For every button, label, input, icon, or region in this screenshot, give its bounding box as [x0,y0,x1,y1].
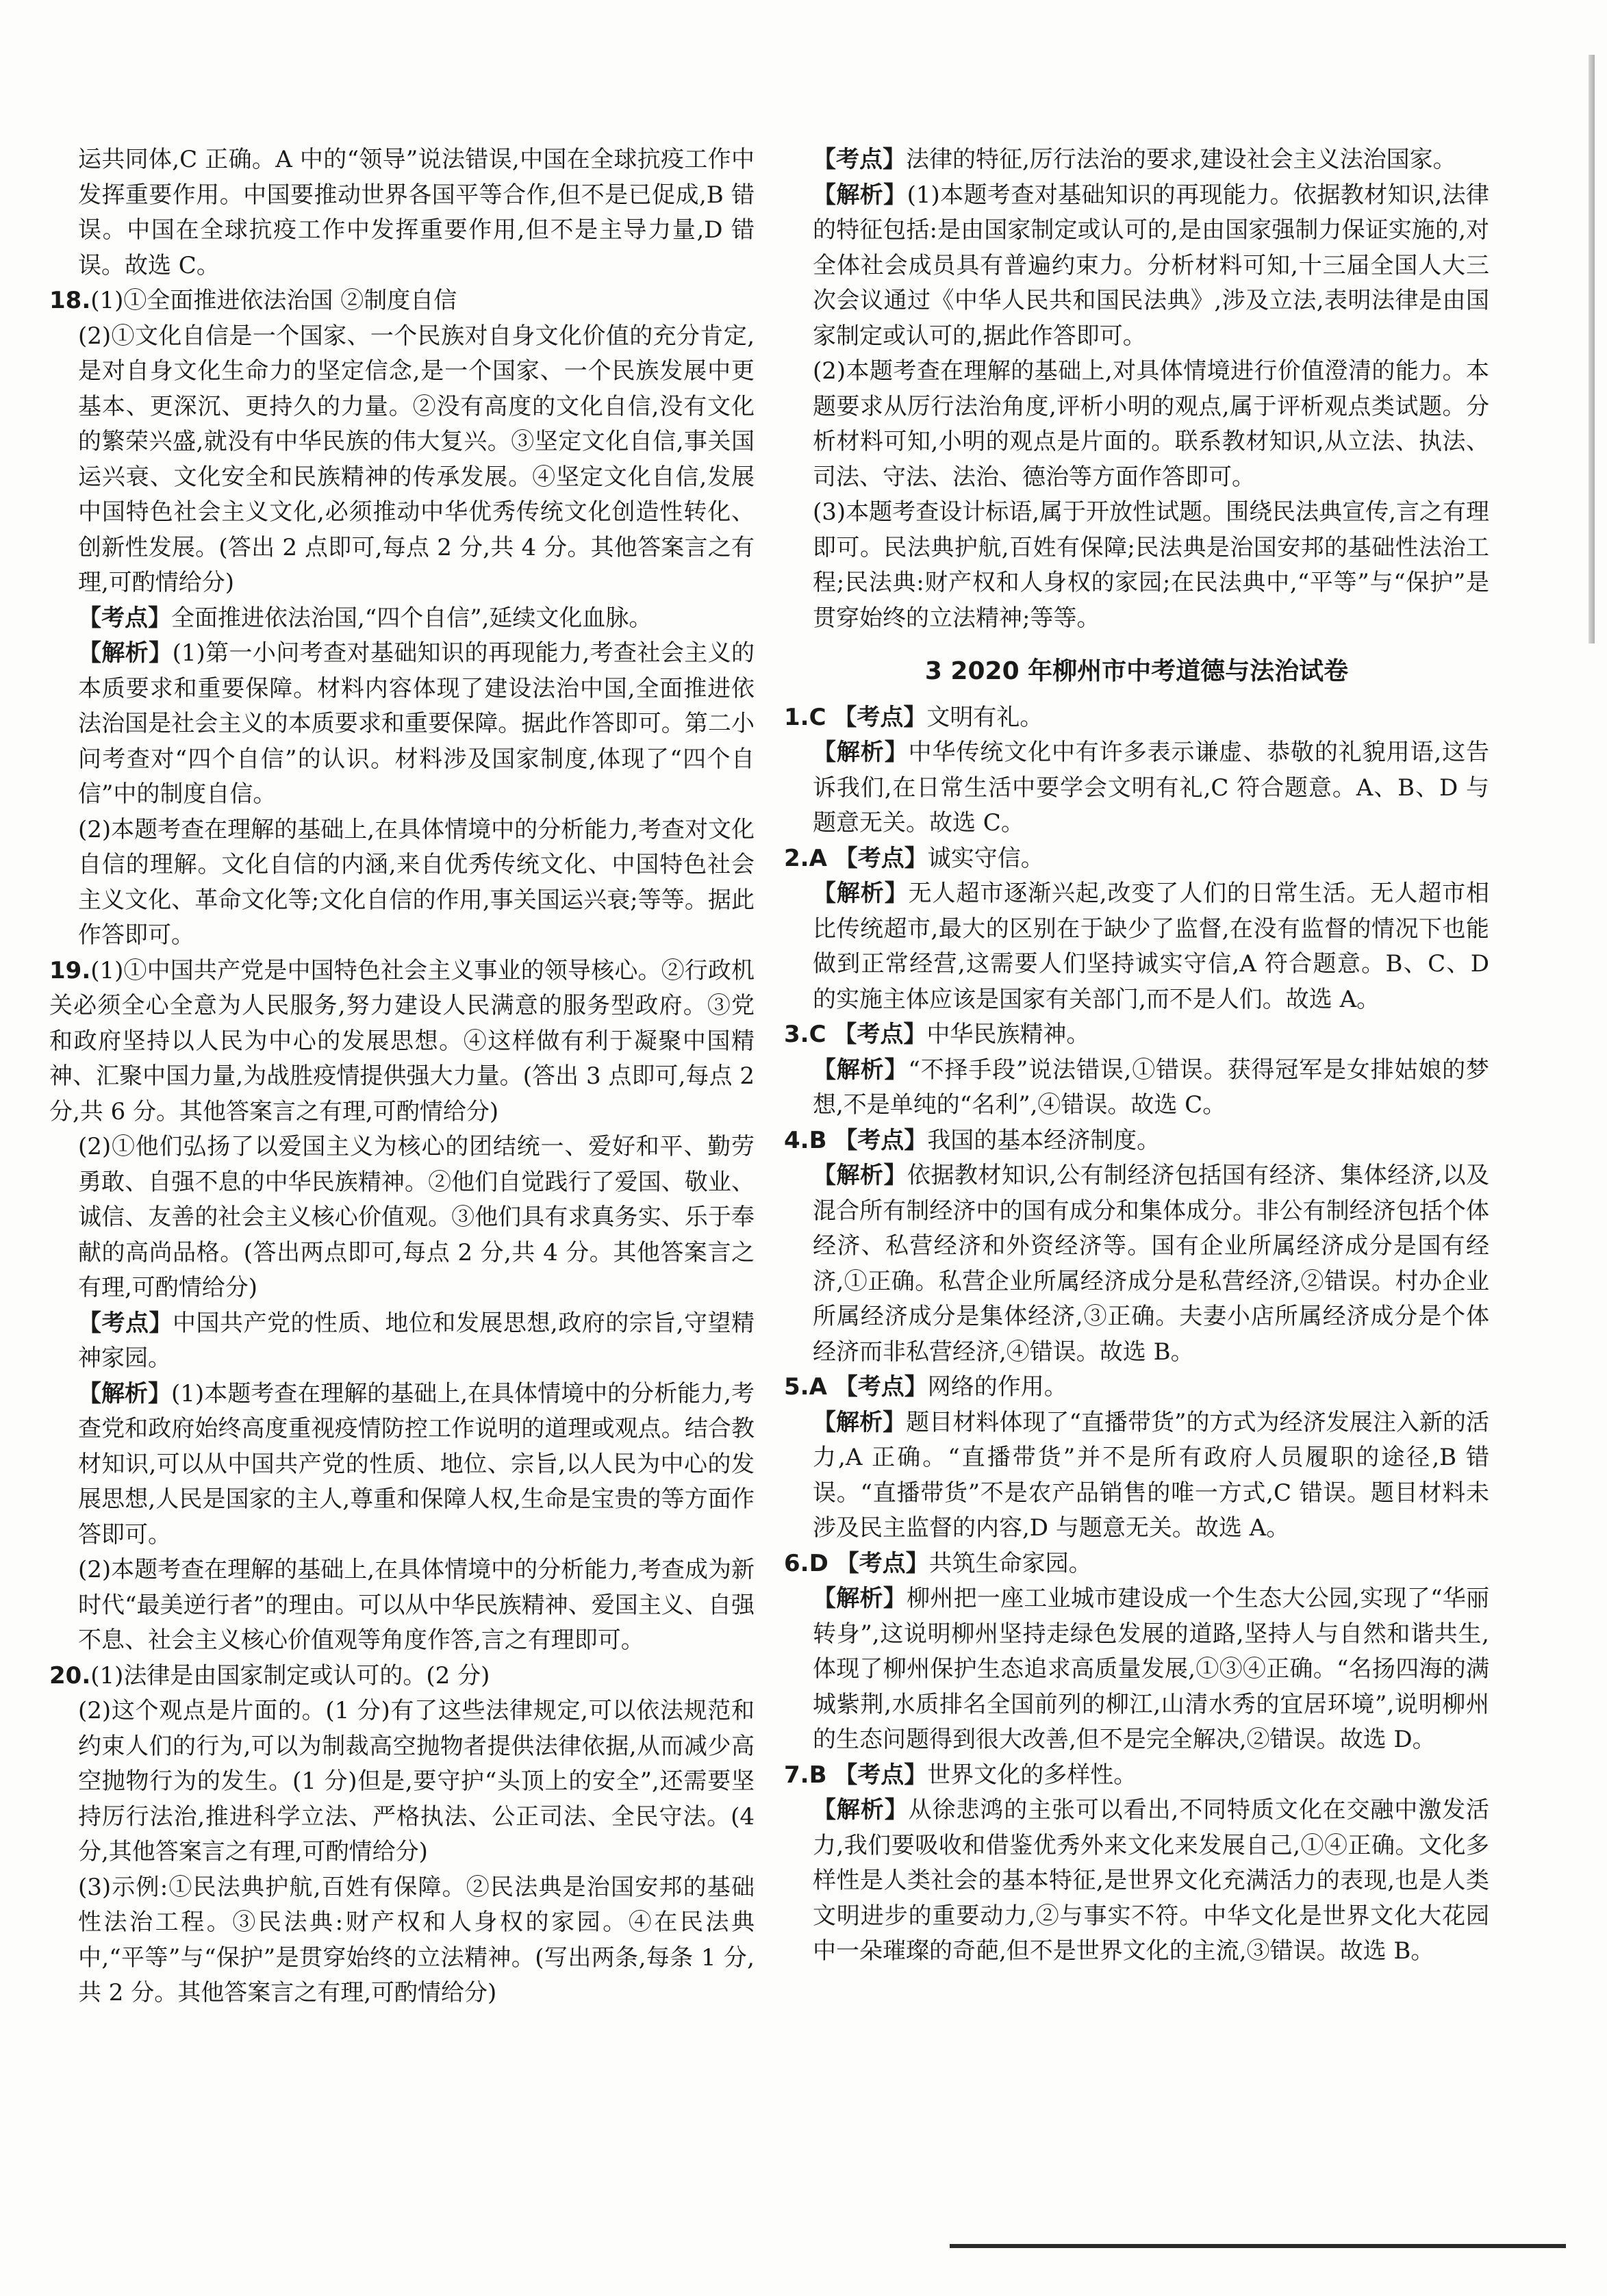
tag-label: 【解析】 [813,1796,909,1824]
paragraph: (3)示例:①民法典护航,百姓有保障。②民法典是治国安邦的基础性法治工程。③民法典:财产权和人身权的家园。④在民法典中,“平等”与“保护”是贯穿始终的立法精神。(写出两条,每条 1 分,共 2 分。其他答案言之有理,可酌情给分) [78,1873,755,2006]
tag-text: 从徐悲鸿的主张可以看出,不同特质文化在交融中激发活力,我们要吸收和借鉴优秀外来文化来发展自己,①④正确。文化多样性是人类社会的基本特征,是世界文化充满活力的表现,也是人类文明进步的重要动力,②与事实不符。中华文化是世界文化大花园中一朵璀璨的奇葩,但不是世界文化的主流,③错误。故选 B。 [813,1796,1490,1965]
tag-label: 【解析】 [813,880,909,907]
left-column [49,142,755,2011]
paragraph: (2)①文化自信是一个国家、一个民族对自身文化价值的充分肯定,是对自身文化生命力的坚定信念,是一个国家、一个民族发展中更基本、更深沉、更持久的力量。②没有高度的文化自信,没有文化的繁荣兴盛,就没有中华民族的伟大复兴。③坚定文化自信,事关国运兴衰、文化安全和民族精神的传承发展。④坚定文化自信,发展中国特色社会主义文化,必须推动中华优秀传统文化创造性转化、创新性发展。(答出 2 点即可,每点 2 分,共 4 分。其他答案言之有理,可酌情给分) [78,322,755,596]
tagged-paragraph [784,1158,1489,1370]
tag-text: (1)本题考查对基础知识的再现能力。依据教材知识,法律的特征包括:是由国家制定或认可的,是由国家强制力保证实施的,对全体社会成员具有普遍约束力。分析材料可知,十三届全国人大三次会议通过《中华人民共和国民法典》,涉及立法,表明法律是由国家制定或认可的,据此作答即可。 [813,181,1490,350]
tag-text: 题目材料体现了“直播带货”的方式为经济发展注入新的活力,A 正确。“直播带货”并不是所有政府人员履职的途径,B 错误。“直播带货”不是农产品销售的唯一方式,C 错误。题目材料未涉及民主监督的内容,D 与题意无关。故选 A。 [813,1408,1489,1542]
tag-text: 网络的作用。 [927,1373,1067,1401]
paragraph: (2)本题考查在理解的基础上,对具体情境进行价值澄清的能力。本题要求从厉行法治角度,评析小明的观点,属于评析观点类试题。分析材料可知,小明的观点是片面的。联系教材知识,从立法、执法、司法、守法、法治、德治等方面作答即可。 [813,357,1489,491]
page-binding-shadow [1589,55,1595,643]
question-number: 5. [784,1373,809,1401]
tag-label: 【解析】 [813,739,909,766]
tag-label: 【解析】 [78,1379,172,1407]
answer-letter: A [809,844,827,872]
paragraph: (2)这个观点是片面的。(1 分)有了这些法律规定,可以依法规范和约束人们的行为,可以为制裁高空抛物者提供法律依据,从而减少高空抛物行为的发生。(1 分)但是,要守护“头顶上的安全”,还需要坚持厉行法治,推进科学立法、严格执法、公正司法、全民守法。(4 分,其他答案言之有理,可酌情给分) [78,1697,755,1865]
right-column [784,142,1489,1969]
question-answer [49,283,755,319]
tag-text: 中国共产党的性质、地位和发展思想,政府的宗旨,守望精神家园。 [78,1309,755,1372]
tagged-paragraph [49,1306,755,1377]
tag-label: 【解析】 [78,639,173,667]
tag-text: 柳州把一座工业城市建设成一个生态大公园,实现了“华丽转身”,这说明柳州坚持走绿色发展的道路,坚持人与自然和谐共生,体现了柳州保护生态追求高质量发展,①③④正确。“名扬四海的满城紫荆,水质排名全国前列的柳江,山清水秀的宜居环境”,说明柳州的生态问题得到很大改善,但不是完全解决,②错误。故选 D。 [813,1585,1489,1753]
question-number: 19. [49,956,91,984]
tag-text: 依据教材知识,公有制经济包括国有经济、集体经济,以及混合所有制经济中的国有成分和集体成分。非公有制经济包括个体经济、私营经济和外资经济等。国有企业所属经济成分是国有经济,①正确。私营企业所属经济成分是私营经济,②错误。村办企业所属经济成分是集体经济,③正确。夫妻小店所属经济成分是个体经济而非私营经济,④错误。故选 B。 [813,1162,1489,1366]
tag-text: 世界文化的多样性。 [927,1761,1137,1789]
tag-text: 诚实守信。 [927,844,1044,872]
bottom-rule [950,2244,1566,2248]
question-number: 4. [784,1126,809,1154]
choice-answer [784,1123,1489,1159]
tag-label: 【解析】 [813,1056,909,1084]
tag-label: 【解析】 [813,1408,907,1436]
paragraph: (2)本题考查在理解的基础上,在具体情境中的分析能力,考查成为新时代“最美逆行者”的理由。可以从中华民族精神、爱国主义、自强不息、社会主义核心价值观等角度作答,言之有理即可。 [78,1556,755,1654]
tag-text: (1)本题考查在理解的基础上,在具体情境中的分析能力,考查党和政府始终高度重视疫情防控工作说明的道理或观点。结合教材知识,可以从中国共产党的性质、地位、宗旨,以人民为中心的发展思想,人民是国家的主人,尊重和保障人权,生命是宝贵的等方面作答即可。 [78,1379,755,1548]
tagged-paragraph [784,1053,1489,1123]
tagged-paragraph [49,1377,755,1553]
tagged-paragraph [49,636,755,813]
tag-text: 全面推进依法治国,“四个自信”,延续文化血脉。 [171,604,653,632]
question-number: 20. [49,1661,91,1689]
tag-text: 文明有礼。 [926,703,1043,731]
question-answer [49,1659,755,1694]
tag-text: 法律的特征,厉行法治的要求,建设社会主义法治国家。 [906,146,1456,173]
tag-text: 我国的基本经济制度。 [927,1126,1161,1154]
answer-letter: C [809,703,826,731]
paragraph: (3)本题考查设计标语,属于开放性试题。围绕民法典宣传,言之有理即可。民法典护航,百姓有保障;民法典是治国安邦的基础性法治工程;民法典:财产权和人身权的家园;在民法典中,“平等”与“保护”是贯穿始终的立法精神;等等。 [813,498,1489,632]
question-number: 1. [784,703,809,731]
choice-answer [784,841,1489,877]
tag-text: “不择手段”说法错误,①错误。获得冠军是女排姑娘的梦想,不是单纯的“名利”,④错误。故选 C。 [813,1056,1489,1119]
tagged-paragraph [49,601,755,637]
tag-label: 【考点】 [834,1126,928,1154]
paragraph: (2)①他们弘扬了以爱国主义为核心的团结统一、爱好和平、勤劳勇敢、自强不息的中华民族精神。②他们自觉践行了爱国、敬业、诚信、友善的社会主义核心价值观。③他们具有求真务实、乐于奉献的高尚品格。(答出两点即可,每点 2 分,共 4 分。其他答案言之有理,可酌情给分) [78,1133,755,1301]
tag-label: 【考点】 [78,1309,173,1337]
tag-text: (1)第一小问考查对基础知识的再现能力,考查社会主义的本质要求和重要保障。材料内容体现了建设法治中国,全面推进依法治国是社会主义的本质要求和重要保障。据此作答即可。第二小问考查对“四个自信”的认识。材料涉及国家制度,体现了“四个自信”中的制度自信。 [78,639,755,808]
answer-text: (1)法律是由国家制定或认可的。(2 分) [90,1661,490,1689]
answer-letter: C [809,1021,826,1048]
tagged-paragraph [784,876,1489,1017]
choice-answer [784,700,1489,736]
tag-label: 【考点】 [833,1021,927,1048]
tag-label: 【考点】 [834,844,928,872]
choice-answer [784,1758,1489,1794]
tag-text: 中华传统文化中有许多表示谦虚、恭敬的礼貌用语,这告诉我们,在日常生活中要学会文明有礼,C 符合题意。A、B、D 与题意无关。故选 C。 [813,739,1490,837]
answer-letter: B [809,1126,827,1154]
tag-label: 【考点】 [833,703,927,731]
answer-letter: D [809,1549,828,1577]
section-title: 3 2020 年柳州市中考道德与法治试卷 [924,657,1349,685]
question-number: 3. [784,1021,809,1048]
question-number: 2. [784,844,809,872]
tag-text: 无人超市逐渐兴起,改变了人们的日常生活。无人超市相比传统超市,最大的区别在于缺少了监督,在没有监督的情况下也能做到正常经营,这需要人们坚持诚实守信,A 符合题意。B、C、D 的实施主体应该是国家有关部门,而不是人们。故选 A。 [813,880,1490,1013]
tag-label: 【考点】 [78,604,171,632]
tagged-paragraph [784,1581,1489,1758]
tagged-paragraph [784,1405,1489,1546]
choice-answer [784,1370,1489,1405]
tag-label: 【考点】 [835,1549,929,1577]
tag-label: 【解析】 [813,181,907,209]
choice-answer [784,1017,1489,1053]
tagged-paragraph [784,142,1489,178]
question-number: 18. [49,287,91,314]
answer-text: (1)①全面推进依法治国 ②制度自信 [90,287,457,314]
question-number: 6. [784,1549,809,1577]
tagged-paragraph [784,735,1489,841]
answer-letter: A [809,1373,827,1401]
tagged-paragraph [784,178,1489,355]
paragraph: (2)本题考查在理解的基础上,在具体情境中的分析能力,考查对文化自信的理解。文化自信的内涵,来自优秀传统文化、中国特色社会主义文化、革命文化等;文化自信的作用,事关国运兴衰;等等。据此作答即可。 [78,815,755,949]
answer-text: (1)①中国共产党是中国特色社会主义事业的领导核心。②行政机关必须全心全意为人民服务,努力建设人民满意的服务型政府。③党和政府坚持以人民为中心的发展思想。④这样做有利于凝聚中国精神、汇聚中国力量,为战胜疫情提供强大力量。(答出 3 点即可,每点 2 分,共 6 分。其他答案言之有理,可酌情给分) [49,956,755,1125]
answer-letter: B [809,1761,827,1789]
tag-text: 共筑生命家园。 [928,1549,1092,1577]
tag-label: 【考点】 [813,146,906,173]
choice-answer [784,1546,1489,1582]
tag-label: 【解析】 [813,1585,907,1612]
tag-text: 中华民族精神。 [926,1021,1090,1048]
question-answer [49,954,755,1130]
tagged-paragraph [784,1793,1489,1969]
tag-label: 【考点】 [834,1761,928,1789]
tag-label: 【考点】 [834,1373,928,1401]
question-number: 7. [784,1761,809,1789]
tag-label: 【解析】 [813,1162,907,1189]
paragraph: 运共同体,C 正确。A 中的“领导”说法错误,中国在全球抗疫工作中发挥重要作用。中国要推动世界各国平等合作,但不是已促成,B 错误。中国在全球抗疫工作中发挥重要作用,但不是主导力量,D 错误。故选 C。 [78,146,755,279]
